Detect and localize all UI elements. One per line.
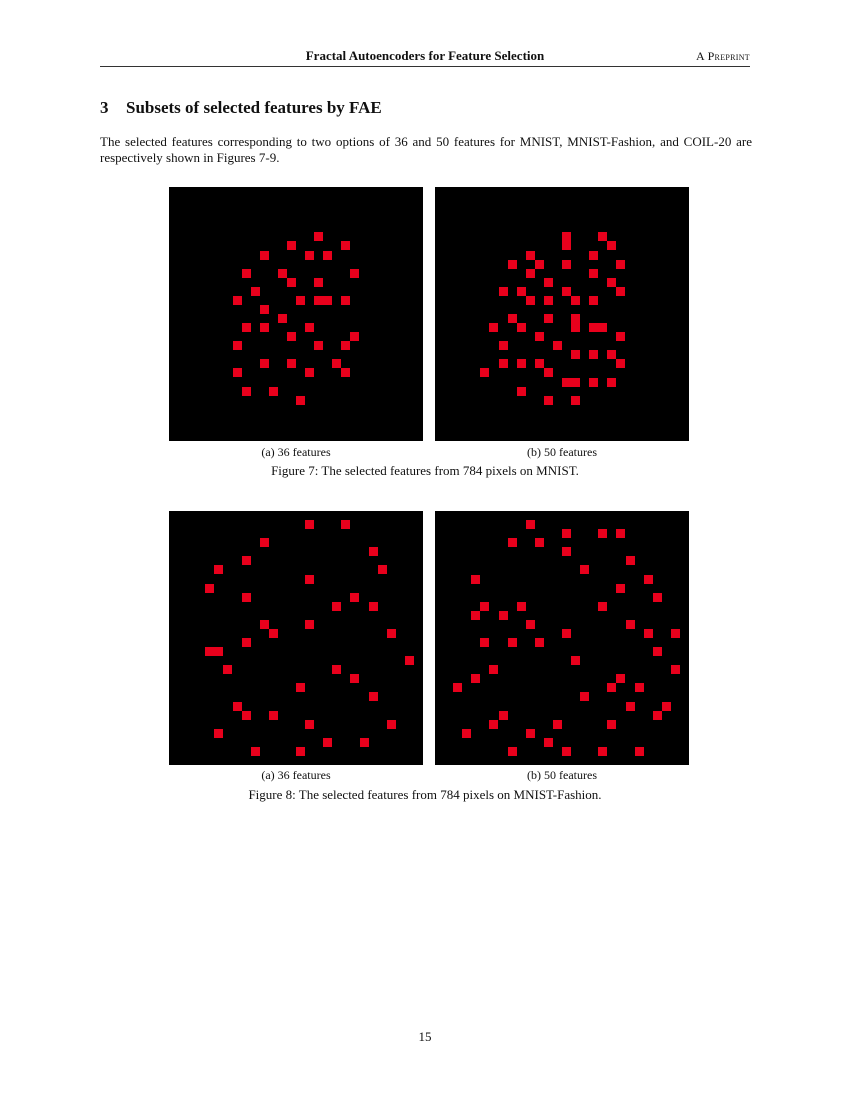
selected-feature-pixel: [499, 711, 508, 720]
selected-feature-pixel: [341, 368, 350, 377]
selected-feature-pixel: [260, 620, 269, 629]
selected-feature-pixel: [616, 674, 625, 683]
figure-7b-subcaption: (b) 50 features: [527, 445, 597, 459]
selected-feature-pixel: [260, 305, 269, 314]
selected-feature-pixel: [571, 350, 580, 359]
selected-feature-pixel: [598, 529, 607, 538]
selected-feature-pixel: [607, 241, 616, 250]
selected-feature-pixel: [662, 702, 671, 711]
selected-feature-pixel: [260, 359, 269, 368]
selected-feature-pixel: [562, 232, 571, 241]
selected-feature-pixel: [626, 556, 635, 565]
selected-feature-pixel: [341, 520, 350, 529]
selected-feature-pixel: [453, 683, 462, 692]
selected-feature-pixel: [341, 341, 350, 350]
selected-feature-pixel: [616, 287, 625, 296]
selected-feature-pixel: [305, 323, 314, 332]
selected-feature-pixel: [314, 296, 323, 305]
selected-feature-pixel: [580, 565, 589, 574]
selected-feature-pixel: [296, 296, 305, 305]
selected-feature-pixel: [471, 611, 480, 620]
selected-feature-pixel: [653, 593, 662, 602]
selected-feature-pixel: [616, 332, 625, 341]
selected-feature-pixel: [489, 720, 498, 729]
selected-feature-pixel: [517, 359, 526, 368]
selected-feature-pixel: [607, 350, 616, 359]
selected-feature-pixel: [553, 341, 562, 350]
selected-feature-pixel: [526, 251, 535, 260]
selected-feature-pixel: [341, 241, 350, 250]
figure-7-caption: Figure 7: The selected features from 784 pixels on MNIST.: [271, 463, 579, 478]
selected-feature-pixel: [287, 332, 296, 341]
body-paragraph: The selected features corresponding to two options of 36 and 50 features for MNIST, MNIST-Fashion, and COIL-20 are respectively shown in Figures 7-9.: [100, 134, 752, 165]
selected-feature-pixel: [589, 323, 598, 332]
selected-feature-pixel: [233, 341, 242, 350]
selected-feature-pixel: [562, 287, 571, 296]
selected-feature-pixel: [314, 278, 323, 287]
selected-feature-pixel: [296, 396, 305, 405]
selected-feature-pixel: [607, 683, 616, 692]
selected-feature-pixel: [242, 638, 251, 647]
selected-feature-pixel: [535, 359, 544, 368]
selected-feature-pixel: [589, 378, 598, 387]
selected-feature-pixel: [571, 323, 580, 332]
selected-feature-pixel: [260, 538, 269, 547]
selected-feature-pixel: [508, 538, 517, 547]
selected-feature-pixel: [251, 287, 260, 296]
selected-feature-pixel: [562, 747, 571, 756]
selected-feature-pixel: [526, 296, 535, 305]
selected-feature-pixel: [526, 520, 535, 529]
selected-feature-pixel: [589, 296, 598, 305]
selected-feature-pixel: [616, 529, 625, 538]
selected-feature-pixel: [387, 629, 396, 638]
selected-feature-pixel: [387, 720, 396, 729]
selected-feature-pixel: [544, 278, 553, 287]
selected-feature-pixel: [598, 323, 607, 332]
selected-feature-pixel: [508, 260, 517, 269]
selected-feature-pixel: [616, 584, 625, 593]
selected-feature-pixel: [462, 729, 471, 738]
selected-feature-pixel: [350, 269, 359, 278]
running-header: [100, 48, 750, 67]
selected-feature-pixel: [562, 547, 571, 556]
selected-feature-pixel: [287, 278, 296, 287]
selected-feature-pixel: [287, 241, 296, 250]
selected-feature-pixel: [287, 359, 296, 368]
selected-feature-pixel: [616, 359, 625, 368]
selected-feature-pixel: [242, 323, 251, 332]
selected-feature-pixel: [589, 269, 598, 278]
selected-feature-pixel: [499, 341, 508, 350]
selected-feature-pixel: [598, 232, 607, 241]
selected-feature-pixel: [571, 656, 580, 665]
figure-8b-subcaption: (b) 50 features: [527, 768, 597, 782]
selected-feature-pixel: [499, 359, 508, 368]
selected-feature-pixel: [332, 665, 341, 674]
selected-feature-pixel: [350, 332, 359, 341]
selected-feature-pixel: [535, 260, 544, 269]
selected-feature-pixel: [314, 232, 323, 241]
selected-feature-pixel: [544, 396, 553, 405]
selected-feature-pixel: [508, 314, 517, 323]
selected-feature-pixel: [508, 747, 517, 756]
section-heading: [100, 98, 382, 118]
selected-feature-pixel: [553, 720, 562, 729]
selected-feature-pixel: [544, 296, 553, 305]
selected-feature-pixel: [341, 296, 350, 305]
selected-feature-pixel: [653, 647, 662, 656]
selected-feature-pixel: [332, 359, 341, 368]
selected-feature-pixel: [517, 287, 526, 296]
selected-feature-pixel: [626, 620, 635, 629]
selected-feature-pixel: [562, 378, 571, 387]
selected-feature-pixel: [635, 747, 644, 756]
selected-feature-pixel: [260, 251, 269, 260]
figure-8-caption: Figure 8: The selected features from 784 pixels on MNIST-Fashion.: [248, 787, 602, 802]
selected-feature-pixel: [269, 387, 278, 396]
selected-feature-pixel: [517, 323, 526, 332]
selected-feature-pixel: [214, 729, 223, 738]
selected-feature-pixel: [653, 711, 662, 720]
selected-feature-pixel: [305, 575, 314, 584]
selected-feature-pixel: [251, 747, 260, 756]
selected-feature-pixel: [508, 638, 517, 647]
selected-feature-pixel: [305, 368, 314, 377]
selected-feature-pixel: [489, 323, 498, 332]
selected-feature-pixel: [607, 278, 616, 287]
selected-feature-pixel: [562, 260, 571, 269]
section-title: Subsets of selected features by FAE: [126, 98, 382, 117]
selected-feature-pixel: [405, 656, 414, 665]
selected-feature-pixel: [242, 593, 251, 602]
selected-feature-pixel: [471, 575, 480, 584]
selected-feature-pixel: [499, 611, 508, 620]
figure-8a-subcaption: (a) 36 features: [261, 768, 331, 782]
selected-feature-pixel: [278, 269, 287, 278]
selected-feature-pixel: [480, 602, 489, 611]
running-header-title: Fractal Autoencoders for Feature Selection: [305, 48, 545, 63]
selected-feature-pixel: [369, 692, 378, 701]
selected-feature-pixel: [305, 520, 314, 529]
selected-feature-pixel: [350, 674, 359, 683]
selected-feature-pixel: [544, 368, 553, 377]
selected-feature-pixel: [205, 647, 214, 656]
selected-feature-pixel: [598, 747, 607, 756]
selected-feature-pixel: [296, 683, 305, 692]
selected-feature-pixel: [571, 396, 580, 405]
selected-feature-pixel: [233, 296, 242, 305]
section-number: 3: [100, 98, 109, 117]
selected-feature-pixel: [589, 251, 598, 260]
figure-8a-feature-map: [169, 511, 423, 765]
selected-feature-pixel: [305, 620, 314, 629]
selected-feature-pixel: [526, 729, 535, 738]
selected-feature-pixel: [269, 629, 278, 638]
selected-feature-pixel: [214, 565, 223, 574]
selected-feature-pixel: [598, 602, 607, 611]
figure-8b-feature-map: [435, 511, 689, 765]
selected-feature-pixel: [360, 738, 369, 747]
selected-feature-pixel: [305, 720, 314, 729]
selected-feature-pixel: [644, 575, 653, 584]
selected-feature-pixel: [526, 269, 535, 278]
selected-feature-pixel: [571, 378, 580, 387]
selected-feature-pixel: [644, 629, 653, 638]
selected-feature-pixel: [314, 341, 323, 350]
selected-feature-pixel: [471, 674, 480, 683]
selected-feature-pixel: [269, 711, 278, 720]
selected-feature-pixel: [305, 251, 314, 260]
selected-feature-pixel: [205, 584, 214, 593]
selected-feature-pixel: [671, 629, 680, 638]
selected-feature-pixel: [323, 251, 332, 260]
selected-feature-pixel: [278, 314, 287, 323]
selected-feature-pixel: [562, 629, 571, 638]
running-header-preprint-label: A Preprint: [695, 49, 750, 63]
selected-feature-pixel: [580, 692, 589, 701]
selected-feature-pixel: [242, 556, 251, 565]
selected-feature-pixel: [499, 287, 508, 296]
selected-feature-pixel: [350, 593, 359, 602]
selected-feature-pixel: [260, 323, 269, 332]
selected-feature-pixel: [369, 602, 378, 611]
figure-7a-subcaption: (a) 36 features: [261, 445, 331, 459]
selected-feature-pixel: [571, 296, 580, 305]
figure-7b-feature-map: [435, 187, 689, 441]
selected-feature-pixel: [635, 683, 644, 692]
selected-feature-pixel: [242, 711, 251, 720]
selected-feature-pixel: [296, 747, 305, 756]
selected-feature-pixel: [671, 665, 680, 674]
selected-feature-pixel: [535, 538, 544, 547]
selected-feature-pixel: [626, 702, 635, 711]
selected-feature-pixel: [589, 350, 598, 359]
selected-feature-pixel: [323, 296, 332, 305]
selected-feature-pixel: [616, 260, 625, 269]
selected-feature-pixel: [607, 378, 616, 387]
selected-feature-pixel: [544, 314, 553, 323]
selected-feature-pixel: [526, 620, 535, 629]
selected-feature-pixel: [562, 241, 571, 250]
page-number: 15: [418, 1029, 432, 1044]
selected-feature-pixel: [489, 665, 498, 674]
selected-feature-pixel: [480, 638, 489, 647]
selected-feature-pixel: [571, 314, 580, 323]
selected-feature-pixel: [562, 529, 571, 538]
selected-feature-pixel: [223, 665, 232, 674]
selected-feature-pixel: [332, 602, 341, 611]
selected-feature-pixel: [242, 269, 251, 278]
selected-feature-pixel: [544, 738, 553, 747]
selected-feature-pixel: [378, 565, 387, 574]
selected-feature-pixel: [242, 387, 251, 396]
selected-feature-pixel: [369, 547, 378, 556]
selected-feature-pixel: [233, 368, 242, 377]
selected-feature-pixel: [480, 368, 489, 377]
selected-feature-pixel: [517, 387, 526, 396]
selected-feature-pixel: [214, 647, 223, 656]
selected-feature-pixel: [535, 638, 544, 647]
selected-feature-pixel: [233, 702, 242, 711]
selected-feature-pixel: [607, 720, 616, 729]
figure-7a-feature-map: [169, 187, 423, 441]
selected-feature-pixel: [323, 738, 332, 747]
selected-feature-pixel: [535, 332, 544, 341]
selected-feature-pixel: [517, 602, 526, 611]
